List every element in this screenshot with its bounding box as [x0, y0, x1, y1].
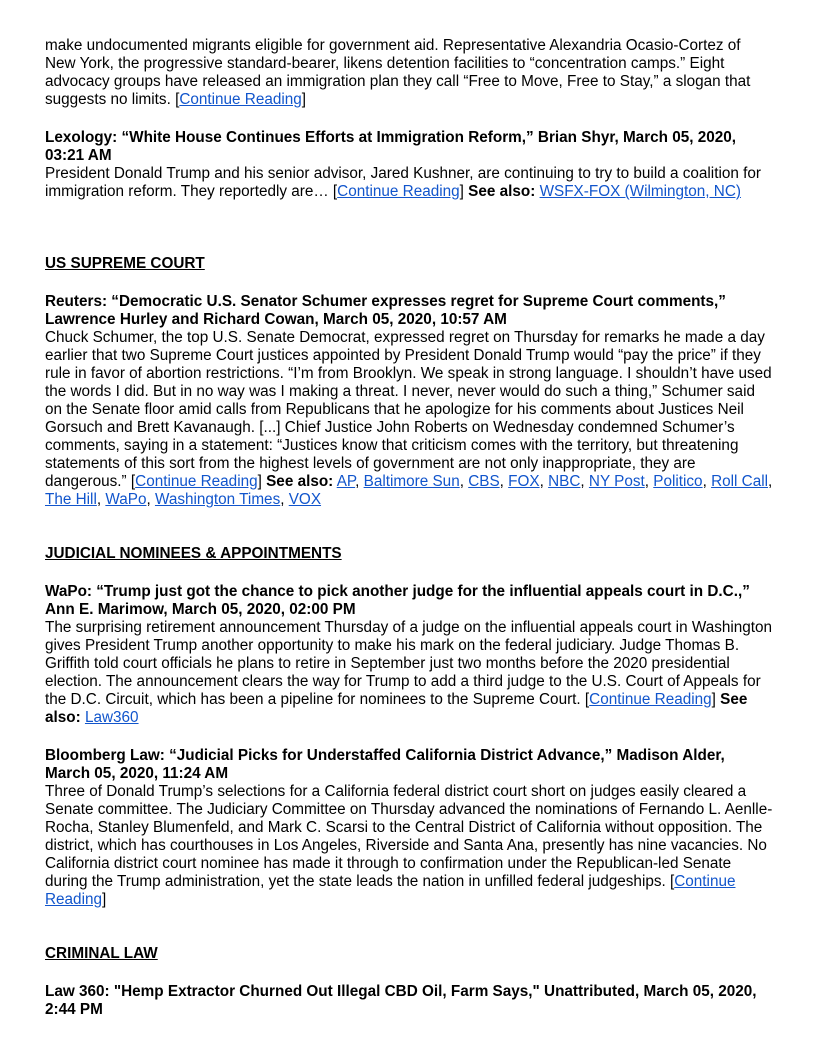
see-also-link-law360[interactable]: Law360: [84, 709, 139, 726]
intro-paragraph: make undocumented migrants eligible for government aid. Representative Alexandria Ocasio-Cortez of New York, the progressive standard-bearer, likens detention facilities to “concentration camps.” Eight advocacy groups have released an immigration plan they call “Free to Move, Free to Stay,” a slogan that suggests no limits. [Continue Reading]: [45, 37, 751, 108]
reuters-headline: Reuters: “Democratic U.S. Senator Schumer expresses regret for Supreme Court comments,” Lawrence Hurley and Richard Cowan, March 05, 2020, 10:57 AM: [45, 293, 726, 328]
bloomberg-text: Three of Donald Trump’s selections for a California federal district court short on judges easily cleared a Senate committee. The Judiciary Committee on Thursday advanced the nominations of Fernando L. Aenlle-Rocha, Stanley Blumenfeld, and Mark C. Scarsi to the Central District of California without opposition. The district, which has courthouses in Los Angeles, Riverside and Santa Ana, presently has nine vacancies. No California district court nominee has made it through to confirmation under the Republican-led Senate during the Trump administration, yet the state leads the nation in unfilled federal judgeships.: [45, 783, 773, 890]
lexology-body: President Donald Trump and his senior advisor, Jared Kushner, are continuing to try to build a coalition for immigration reform. They reportedly are… [Continue Reading] See also: WSFX-FOX (Wilmington, NC): [45, 165, 761, 200]
section-heading-judicial-nominees: JUDICIAL NOMINEES & APPOINTMENTS: [45, 545, 342, 562]
wapo-continue-link[interactable]: Continue Reading: [589, 691, 712, 708]
see-also-link-baltimore-sun[interactable]: Baltimore Sun: [363, 473, 460, 490]
see-also-link-wapo[interactable]: WaPo: [105, 491, 147, 508]
reuters-body: Chuck Schumer, the top U.S. Senate Democrat, expressed regret on Thursday for remarks he made a day earlier that two Supreme Court justices appointed by President Donald Trump would “pay the price” if they rule in favor of abortion restrictions. “I’m from Brooklyn. We speak in strong language. I shouldn’t have used the words I did. But in no way was I making a threat. I never, never would do such a thing,” Schumer said on the Senate floor amid calls from Republicans that he apologize for his comments about Justices Neil Gorsuch and Brett Kavanaugh. [...] Chief Justice John Roberts on Wednesday condemned Schumer’s comments, saying in a statement: “Justices know that criticism comes with the territory, but threatening statements of this sort from the highest levels of government are not only inappropriate, they are dangerous.” [Continue Reading] See also: AP, Baltimore Sun, CBS, FOX, NBC, NY Post, Politico, Roll Call, The Hill, WaPo, Washington Times, VOX: [45, 329, 773, 508]
intro-text: make undocumented migrants eligible for government aid. Representative Alexandria Ocasio-Cortez of New York, the progressive standard-bearer, likens detention facilities to “concentration camps.” Eight advocacy groups have released an immigration plan they call “Free to Move, Free to Stay,” a slogan that suggests no limits.: [45, 37, 751, 108]
section-heading-supreme-court: US SUPREME COURT: [45, 255, 205, 272]
see-also-link-vox[interactable]: VOX: [288, 491, 322, 508]
bloomberg-headline: Bloomberg Law: “Judicial Picks for Understaffed California District Advance,” Madison Alder, March 05, 2020, 11:24 AM: [45, 747, 725, 782]
see-also-link-washington-times[interactable]: Washington Times: [154, 491, 281, 508]
reuters-continue-link[interactable]: Continue Reading: [135, 473, 258, 490]
bloomberg-body: Three of Donald Trump’s selections for a California federal district court short on judges easily cleared a Senate committee. The Judiciary Committee on Thursday advanced the nominations of Fernando L. Aenlle-Rocha, Stanley Blumenfeld, and Mark C. Scarsi to the Central District of California without opposition. The district, which has courthouses in Los Angeles, Riverside and Santa Ana, presently has nine vacancies. No California district court nominee has made it through to confirmation under the Republican-led Senate during the Trump administration, yet the state leads the nation in unfilled federal judgeships. [Continue Reading]: [45, 783, 773, 908]
lexology-text: President Donald Trump and his senior advisor, Jared Kushner, are continuing to try to build a coalition for immigration reform. They reportedly are…: [45, 165, 761, 200]
wapo-text: The surprising retirement announcement Thursday of a judge on the influential appeals court in Washington gives President Trump another opportunity to make his mark on the federal judiciary. Judge Thomas B. Griffith told court officials he plans to retire in September just two months before the 2020 presidential election. The announcement clears the way for Trump to add a third judge to the U.S. Court of Appeals for the D.C. Circuit, which has been a pipeline for nominees to the Supreme Court.: [45, 619, 773, 708]
lexology-see-also-label: See also:: [468, 183, 536, 200]
wapo-see-also-label: See also:: [45, 691, 748, 726]
lexology-continue-link[interactable]: Continue Reading: [337, 183, 460, 200]
see-also-link-the-hill[interactable]: The Hill: [45, 491, 97, 508]
see-also-link-politico[interactable]: Politico: [653, 473, 703, 490]
intro-continue-link[interactable]: Continue Reading: [179, 91, 302, 108]
see-also-link-cbs[interactable]: CBS: [468, 473, 500, 490]
reuters-text: Chuck Schumer, the top U.S. Senate Democrat, expressed regret on Thursday for remarks he made a day earlier that two Supreme Court justices appointed by President Donald Trump would “pay the price” if they rule in favor of abortion restrictions. “I’m from Brooklyn. We speak in strong language. I shouldn’t have used the words I did. But in no way was I making a threat. I never, never would do such a thing,” Schumer said on the Senate floor amid calls from Republicans that he apologize for his comments about Justices Neil Gorsuch and Brett Kavanaugh. [...] Chief Justice John Roberts on Wednesday condemned Schumer’s comments, saying in a statement: “Justices know that criticism comes with the territory, but threatening statements of this sort from the highest levels of government are not only inappropriate, they are dangerous.”: [45, 329, 772, 490]
see-also-link-wsfx-fox[interactable]: WSFX-FOX (Wilmington, NC): [539, 183, 741, 200]
section-heading-criminal-law: CRIMINAL LAW: [45, 945, 158, 962]
reuters-see-also-label: See also:: [266, 473, 334, 490]
see-also-link-ny-post[interactable]: NY Post: [588, 473, 645, 490]
see-also-link-fox[interactable]: FOX: [508, 473, 540, 490]
law360-headline: Law 360: "Hemp Extractor Churned Out Illegal CBD Oil, Farm Says," Unattributed, March 05, 2020, 2:44 PM: [45, 983, 757, 1018]
lexology-headline: Lexology: “White House Continues Efforts at Immigration Reform,” Brian Shyr, March 05, 2020, 03:21 AM: [45, 129, 737, 164]
see-also-link-nbc[interactable]: NBC: [548, 473, 581, 490]
wapo-headline: WaPo: “Trump just got the chance to pick another judge for the influential appeals court in D.C.,” Ann E. Marimow, March 05, 2020, 02:00 PM: [45, 583, 750, 618]
bloomberg-continue-link[interactable]: Continue Reading: [45, 873, 736, 908]
see-also-link-ap[interactable]: AP: [336, 473, 356, 490]
wapo-body: The surprising retirement announcement Thursday of a judge on the influential appeals court in Washington gives President Trump another opportunity to make his mark on the federal judiciary. Judge Thomas B. Griffith told court officials he plans to retire in September just two months before the 2020 presidential election. The announcement clears the way for Trump to add a third judge to the U.S. Court of Appeals for the D.C. Circuit, which has been a pipeline for nominees to the Supreme Court. [Continue Reading] See also: Law360: [45, 619, 773, 726]
see-also-link-roll-call[interactable]: Roll Call: [711, 473, 769, 490]
